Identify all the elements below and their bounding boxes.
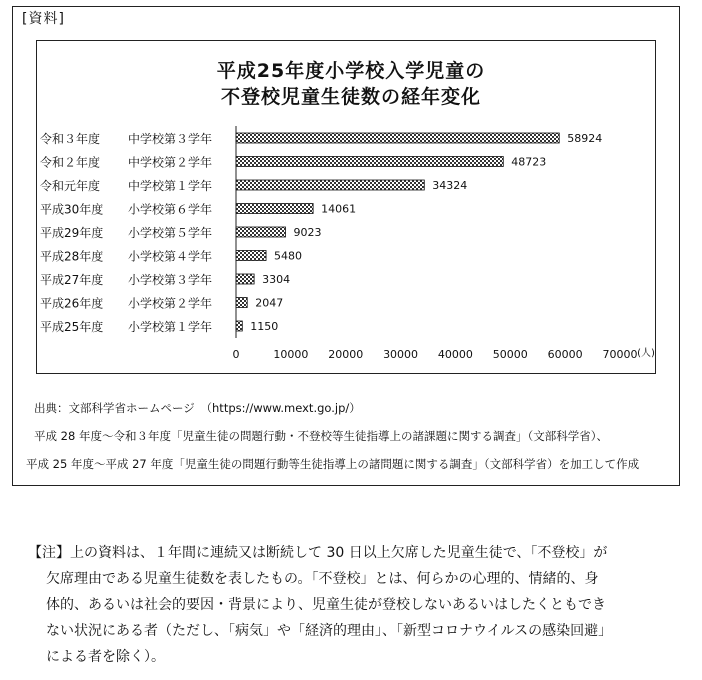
category-grade-label: 中学校第１学年 [128,179,213,193]
category-year-label: 平成30年度 [40,202,104,217]
bar-value-label: 3304 [262,273,291,286]
x-tick-label: 70000 [602,348,638,361]
category-year-label: 平成29年度 [40,226,104,240]
note-line-5: による者を除く）。 [46,649,165,665]
bar [236,321,242,331]
category-year-label: 平成26年度 [40,296,104,311]
chart-title-line-2: 不登校児童生徒数の経年変化 [220,86,481,108]
bar-value-label: 1150 [250,320,279,333]
x-tick-label: 50000 [492,348,528,361]
bar-value-label: 14061 [321,202,357,216]
x-tick-label: 0 [232,348,240,361]
bar-value-label: 48723 [511,155,547,169]
note-line-4: ない状況にある者（ただし、「病気」や「経済的理由」、「新型コロナウイルスの感染回避」 [46,623,613,639]
source-line-3: 平成 25 年度～平成 27 年度「児童生徒の問題行動等生徒指導上の諸問題に関する調査」（文部科学省）を加工して作成 [26,457,640,471]
category-year-label: 平成27年度 [40,273,104,287]
bar [236,274,254,284]
category-year-label: 令和２年度 [40,155,101,170]
chart-title-line-1: 平成25年度小学校入学児童の [216,60,486,82]
bar-value-label: 2047 [255,296,284,310]
note-block [28,540,692,670]
note-line-2: 欠席理由である児童生徒数を表したもの。「不登校」とは、何らかの心理的、情緒的、身 [46,571,599,587]
document-tag: [資料] [22,11,65,27]
bar-value-label: 5480 [274,249,303,263]
bar [236,133,559,143]
category-grade-label: 小学校第１学年 [128,320,213,334]
category-year-label: 令和３年度 [40,132,101,146]
category-grade-label: 中学校第３学年 [128,132,213,146]
note-line-3: 体的、あるいは社会的要因・背景により、児童生徒が登校しないあるいはしたくともでき [46,597,606,613]
category-grade-label: 小学校第４学年 [128,249,213,264]
bar-value-label: 9023 [293,226,322,239]
bar [236,204,313,214]
bar [236,251,266,261]
x-tick-label: 20000 [328,348,364,361]
x-tick-label: 40000 [437,348,473,361]
x-tick-label: 30000 [383,348,419,361]
note-line-1: 【注】上の資料は、１年間に連続又は断続して 30 日以上欠席した児童生徒で、「不登校」が [28,545,608,561]
x-tick-label: 10000 [273,348,309,361]
bar-value-label: 58924 [567,132,603,145]
category-grade-label: 小学校第２学年 [128,296,213,311]
x-tick-label: 60000 [547,348,583,361]
category-grade-label: 小学校第６学年 [128,202,213,217]
bar [236,180,424,190]
category-grade-label: 小学校第３学年 [128,273,213,287]
category-year-label: 平成25年度 [40,320,104,334]
category-year-label: 令和元年度 [40,179,101,193]
bar-value-label: 34324 [432,179,468,192]
bar [236,227,285,237]
category-grade-label: 中学校第２学年 [128,155,213,170]
bar [236,157,503,167]
x-axis-unit: (人) [637,348,655,359]
bar [236,298,247,308]
category-grade-label: 小学校第５学年 [128,226,213,240]
source-line-1: 出典：文部科学省ホームページ （https://www.mext.go.jp/） [34,401,361,415]
source-line-2: 平成 28 年度～令和３年度「児童生徒の問題行動・不登校等生徒指導上の諸課題に関する調査」（文部科学省）、 [34,429,608,443]
category-year-label: 平成28年度 [40,249,104,264]
